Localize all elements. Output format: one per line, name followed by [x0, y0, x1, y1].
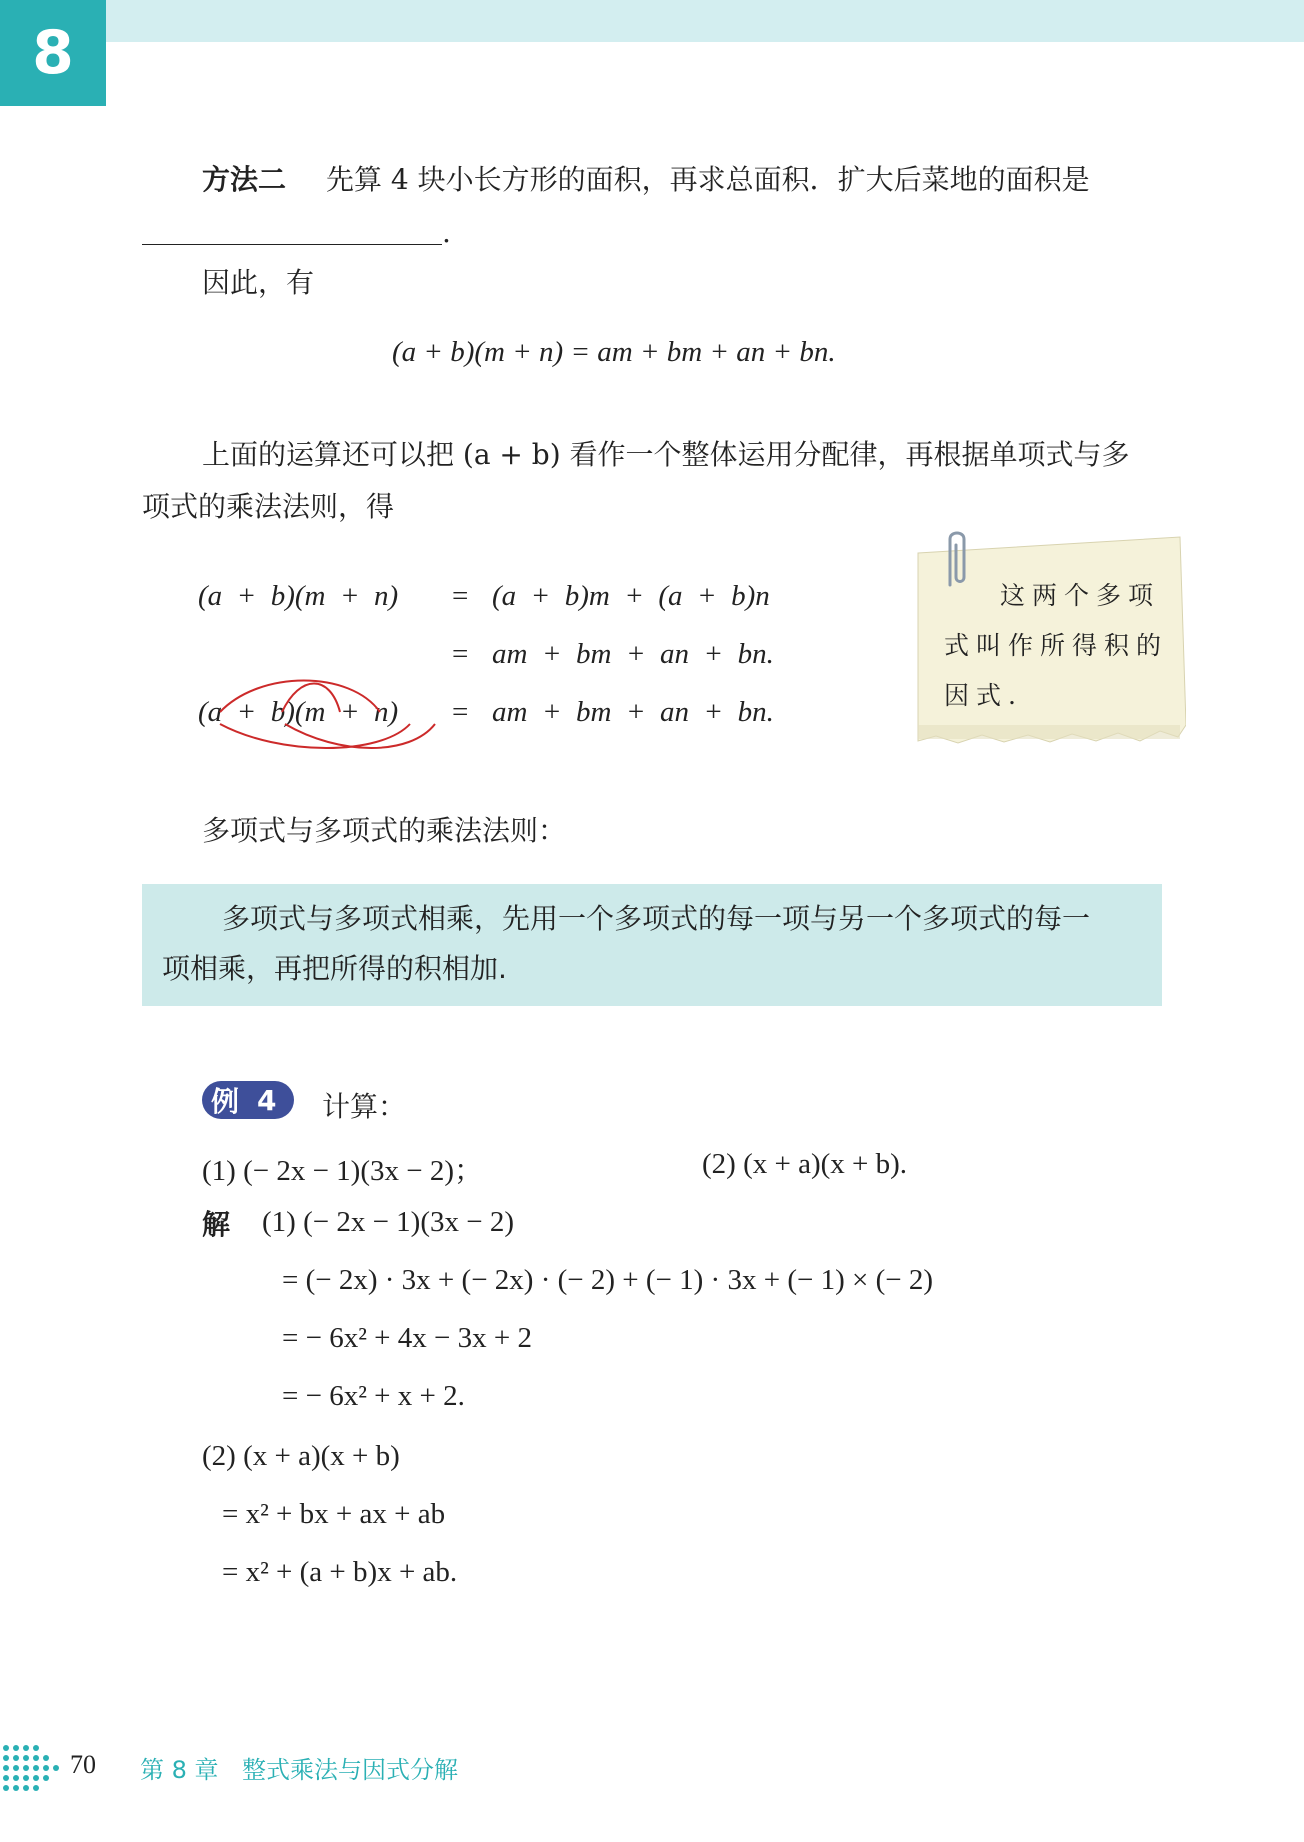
problem-2: (2) (x + a)(x + b).	[702, 1148, 908, 1180]
solution-1-step-1: = (− 2x) · 3x + (− 2x) · (− 2) + (− 1) · 3x + (− 1) × (− 2)	[282, 1264, 934, 1296]
example-badge	[202, 1081, 294, 1119]
dot-grid-icon	[0, 1740, 64, 1796]
solution-1-step-2: = − 6x² + 4x − 3x + 2	[282, 1322, 532, 1354]
note-line-3: 因式.	[944, 681, 1023, 710]
derivation-row1-eq: =	[452, 580, 469, 612]
answer-blank	[142, 244, 442, 245]
sticky-note	[912, 535, 1186, 763]
derivation-row2-right: am + bm + an + bn.	[492, 638, 774, 670]
note-line-2: 式叫作所得积的	[944, 631, 1169, 660]
solution-2-step-2: = x² + (a + b)x + ab.	[222, 1556, 458, 1588]
problem-1: (1) (− 2x − 1)(3x − 2)；	[202, 1155, 484, 1187]
note-line-1: 这两个多项	[1000, 581, 1161, 610]
rule-intro: 多项式与多项式的乘法法则：	[202, 814, 567, 847]
solution-label: 解	[202, 1208, 231, 1241]
footer-chapter-title: 整式乘法与因式分解	[242, 1756, 458, 1784]
rule-line-1: 多项式与多项式相乘，先用一个多项式的每一项与另一个多项式的每一	[222, 902, 1091, 935]
example-task: 计算：	[322, 1090, 407, 1123]
solution-2-head: (2) (x + a)(x + b)	[202, 1440, 400, 1472]
solution-2-step-1: = x² + bx + ax + ab	[222, 1498, 446, 1530]
rule-box	[142, 884, 1162, 1006]
derivation-row1-left: (a + b)(m + n)	[198, 580, 399, 612]
therefore-text: 因此，有	[202, 266, 315, 299]
header-band	[106, 0, 1304, 42]
derivation-row1-right: (a + b)m + (a + b)n	[492, 580, 770, 612]
page-number: 70	[70, 1750, 96, 1779]
derivation-row3-eq: =	[452, 696, 469, 728]
solution-1-step-3: = − 6x² + x + 2.	[282, 1380, 465, 1412]
distribution-arcs	[190, 668, 450, 758]
derivation-row3-right: am + bm + an + bn.	[492, 696, 774, 728]
solution-1-head: (1) (− 2x − 1)(3x − 2)	[262, 1206, 515, 1238]
footer-chapter-label: 第 8 章	[140, 1756, 219, 1784]
example-badge-label: 例	[211, 1085, 240, 1118]
blank-period: .	[442, 216, 451, 249]
paperclip-icon	[938, 525, 974, 595]
paragraph-line-2: 项式的乘法法则，得	[142, 490, 395, 523]
example-badge-number: 4	[257, 1083, 277, 1117]
equation-1: (a + b)(m + n) = am + bm + an + bn.	[392, 336, 836, 368]
method2-text: 先算 4 块小长方形的面积，再求总面积．扩大后菜地的面积是	[326, 163, 1090, 196]
chapter-number-tab: 8	[0, 0, 106, 106]
paragraph-line-1: 上面的运算还可以把 (a + b) 看作一个整体运用分配律，再根据单项式与多	[202, 438, 1130, 471]
derivation-row3-left: (a + b)(m + n)	[198, 696, 399, 728]
method2-label: 方法二	[202, 163, 287, 196]
rule-line-2: 项相乘，再把所得的积相加.	[162, 952, 507, 985]
derivation-row2-eq: =	[452, 638, 469, 670]
